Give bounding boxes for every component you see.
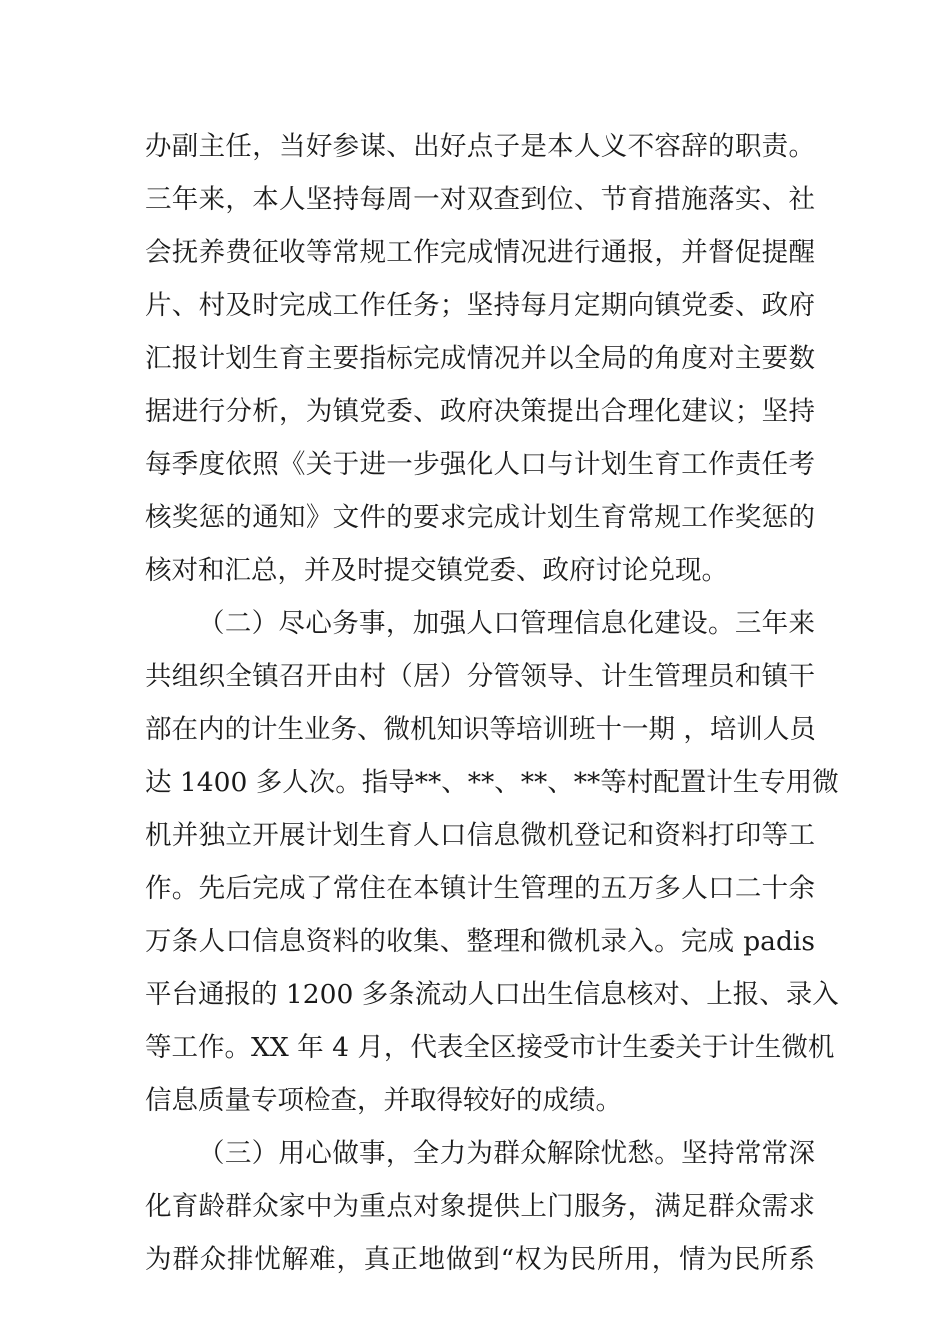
text-line: 化育龄群众家中为重点对象提供上门服务，满足群众需求 xyxy=(145,1191,815,1222)
text-line: 办副主任，当好参谋、出好点子是本人义不容辞的职责。 xyxy=(145,131,815,162)
text-line: 共组织全镇召开由村（居）分管领导、计生管理员和镇干 xyxy=(145,661,815,692)
text-line: 机并独立开展计划生育人口信息微机登记和资料打印等工 xyxy=(145,820,815,851)
text-line: 每季度依照《关于进一步强化人口与计划生育工作责任考 xyxy=(145,449,815,480)
text-line: 汇报计划生育主要指标完成情况并以全局的角度对主要数 xyxy=(145,343,815,374)
text-line: 信息质量专项检查，并取得较好的成绩。 xyxy=(145,1085,622,1116)
text-line: 等工作。XX 年 4 月，代表全区接受市计生委关于计生微机 xyxy=(145,1032,835,1063)
text-line: 核对和汇总，并及时提交镇党委、政府讨论兑现。 xyxy=(145,555,728,586)
text-line: 达 1400 多人次。指导**、**、**、**等村配置计生专用微 xyxy=(145,767,839,798)
paragraph-heading-line: （二）尽心务事，加强人口管理信息化建设。三年来 xyxy=(198,608,815,639)
text-line: 据进行分析，为镇党委、政府决策提出合理化建议；坚持 xyxy=(145,396,815,427)
text-line: 作。先后完成了常住在本镇计生管理的五万多人口二十余 xyxy=(145,873,815,904)
text-line: 会抚养费征收等常规工作完成情况进行通报，并督促提醒 xyxy=(145,237,815,268)
text-line: 片、村及时完成工作任务；坚持每月定期向镇党委、政府 xyxy=(145,290,815,321)
text-line: 为群众排忧解难，真正地做到“权为民所用，情为民所系 xyxy=(145,1244,815,1275)
paragraph-heading-line: （三）用心做事，全力为群众解除忧愁。坚持常常深 xyxy=(198,1138,815,1169)
text-line: 平台通报的 1200 多条流动人口出生信息核对、上报、录入 xyxy=(145,979,839,1010)
text-line: 部在内的计生业务、微机知识等培训班十一期 ，培训人员 xyxy=(145,714,816,745)
text-line: 核奖惩的通知》文件的要求完成计划生育常规工作奖惩的 xyxy=(145,502,815,533)
text-line: 三年来，本人坚持每周一对双查到位、节育措施落实、社 xyxy=(145,184,815,215)
text-line: 万条人口信息资料的收集、整理和微机录入。完成 padis xyxy=(145,926,815,957)
